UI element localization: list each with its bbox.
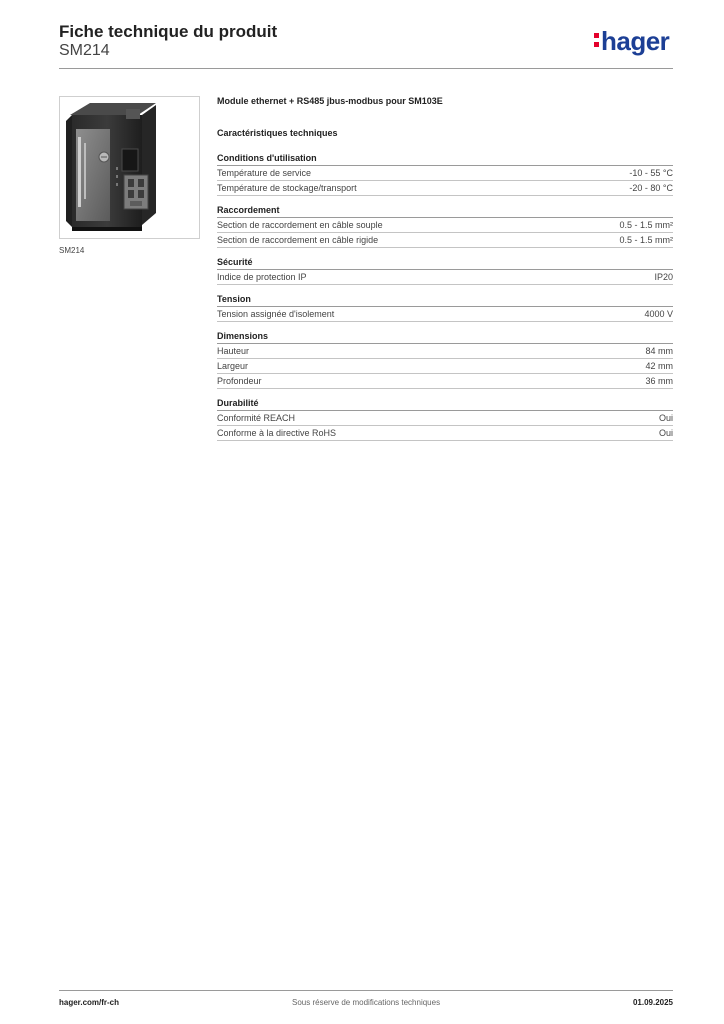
spec-row [217,233,673,248]
footer-divider [59,990,673,991]
spec-row [217,411,673,426]
group-title: Sécurité [217,256,673,270]
spec-row [217,166,673,181]
spec-label: Température de service [217,168,312,178]
footer-date: 01.09.2025 [632,998,673,1007]
spec-row [217,426,673,441]
spec-row [217,374,673,389]
spec-value: 4000 V [644,309,673,319]
spec-group [217,330,673,389]
module-illustration-icon [60,97,200,239]
spec-value: 84 mm [645,346,673,356]
group-title: Tension [217,293,673,307]
section-title: Caractéristiques techniques [217,128,338,138]
spec-content [217,96,673,441]
spec-row [217,218,673,233]
page-title: Fiche technique du produit [59,22,278,41]
product-reference: SM214 [59,42,110,59]
spec-value: -10 - 55 °C [629,168,673,178]
logo-text: hager [601,26,670,56]
spec-group [217,152,673,196]
spec-label: Section de raccordement en câble souple [217,220,383,230]
logo-dots-icon [594,31,600,49]
spec-group [217,293,673,322]
spec-value: 0.5 - 1.5 mm² [619,235,673,245]
spec-value: Oui [658,413,673,423]
group-title: Dimensions [217,330,673,344]
product-image [59,96,200,239]
spec-row [217,181,673,196]
group-title: Conditions d'utilisation [217,152,673,166]
spec-value: IP20 [654,272,673,282]
hager-logo [594,28,669,54]
group-title: Raccordement [217,204,673,218]
spec-group [217,204,673,248]
spec-label: Tension assignée d'isolement [217,309,335,319]
spec-value: 36 mm [645,376,673,386]
spec-label: Conformité REACH [217,413,296,423]
spec-row [217,270,673,285]
group-title: Durabilité [217,397,673,411]
footer-notice: Sous réserve de modifications techniques [292,998,441,1007]
spec-value: -20 - 80 °C [629,183,673,193]
spec-value: 0.5 - 1.5 mm² [619,220,673,230]
header-divider [59,68,673,69]
spec-row [217,344,673,359]
spec-value: Oui [658,428,673,438]
spec-label: Largeur [217,361,249,371]
spec-row [217,359,673,374]
page-header [59,22,277,61]
spec-label: Conforme à la directive RoHS [217,428,337,438]
spec-group [217,256,673,285]
spec-label: Température de stockage/transport [217,183,357,193]
spec-label: Indice de protection IP [217,272,307,282]
spec-row [217,307,673,322]
spec-value: 42 mm [645,361,673,371]
spec-group [217,397,673,441]
product-name: Module ethernet + RS485 jbus-modbus pour SM103E [217,96,443,106]
footer-website-link[interactable]: hager.com/fr-ch [59,998,120,1007]
spec-label: Profondeur [217,376,262,386]
spec-label: Hauteur [217,346,250,356]
spec-label: Section de raccordement en câble rigide [217,235,379,245]
image-caption: SM214 [59,246,85,255]
